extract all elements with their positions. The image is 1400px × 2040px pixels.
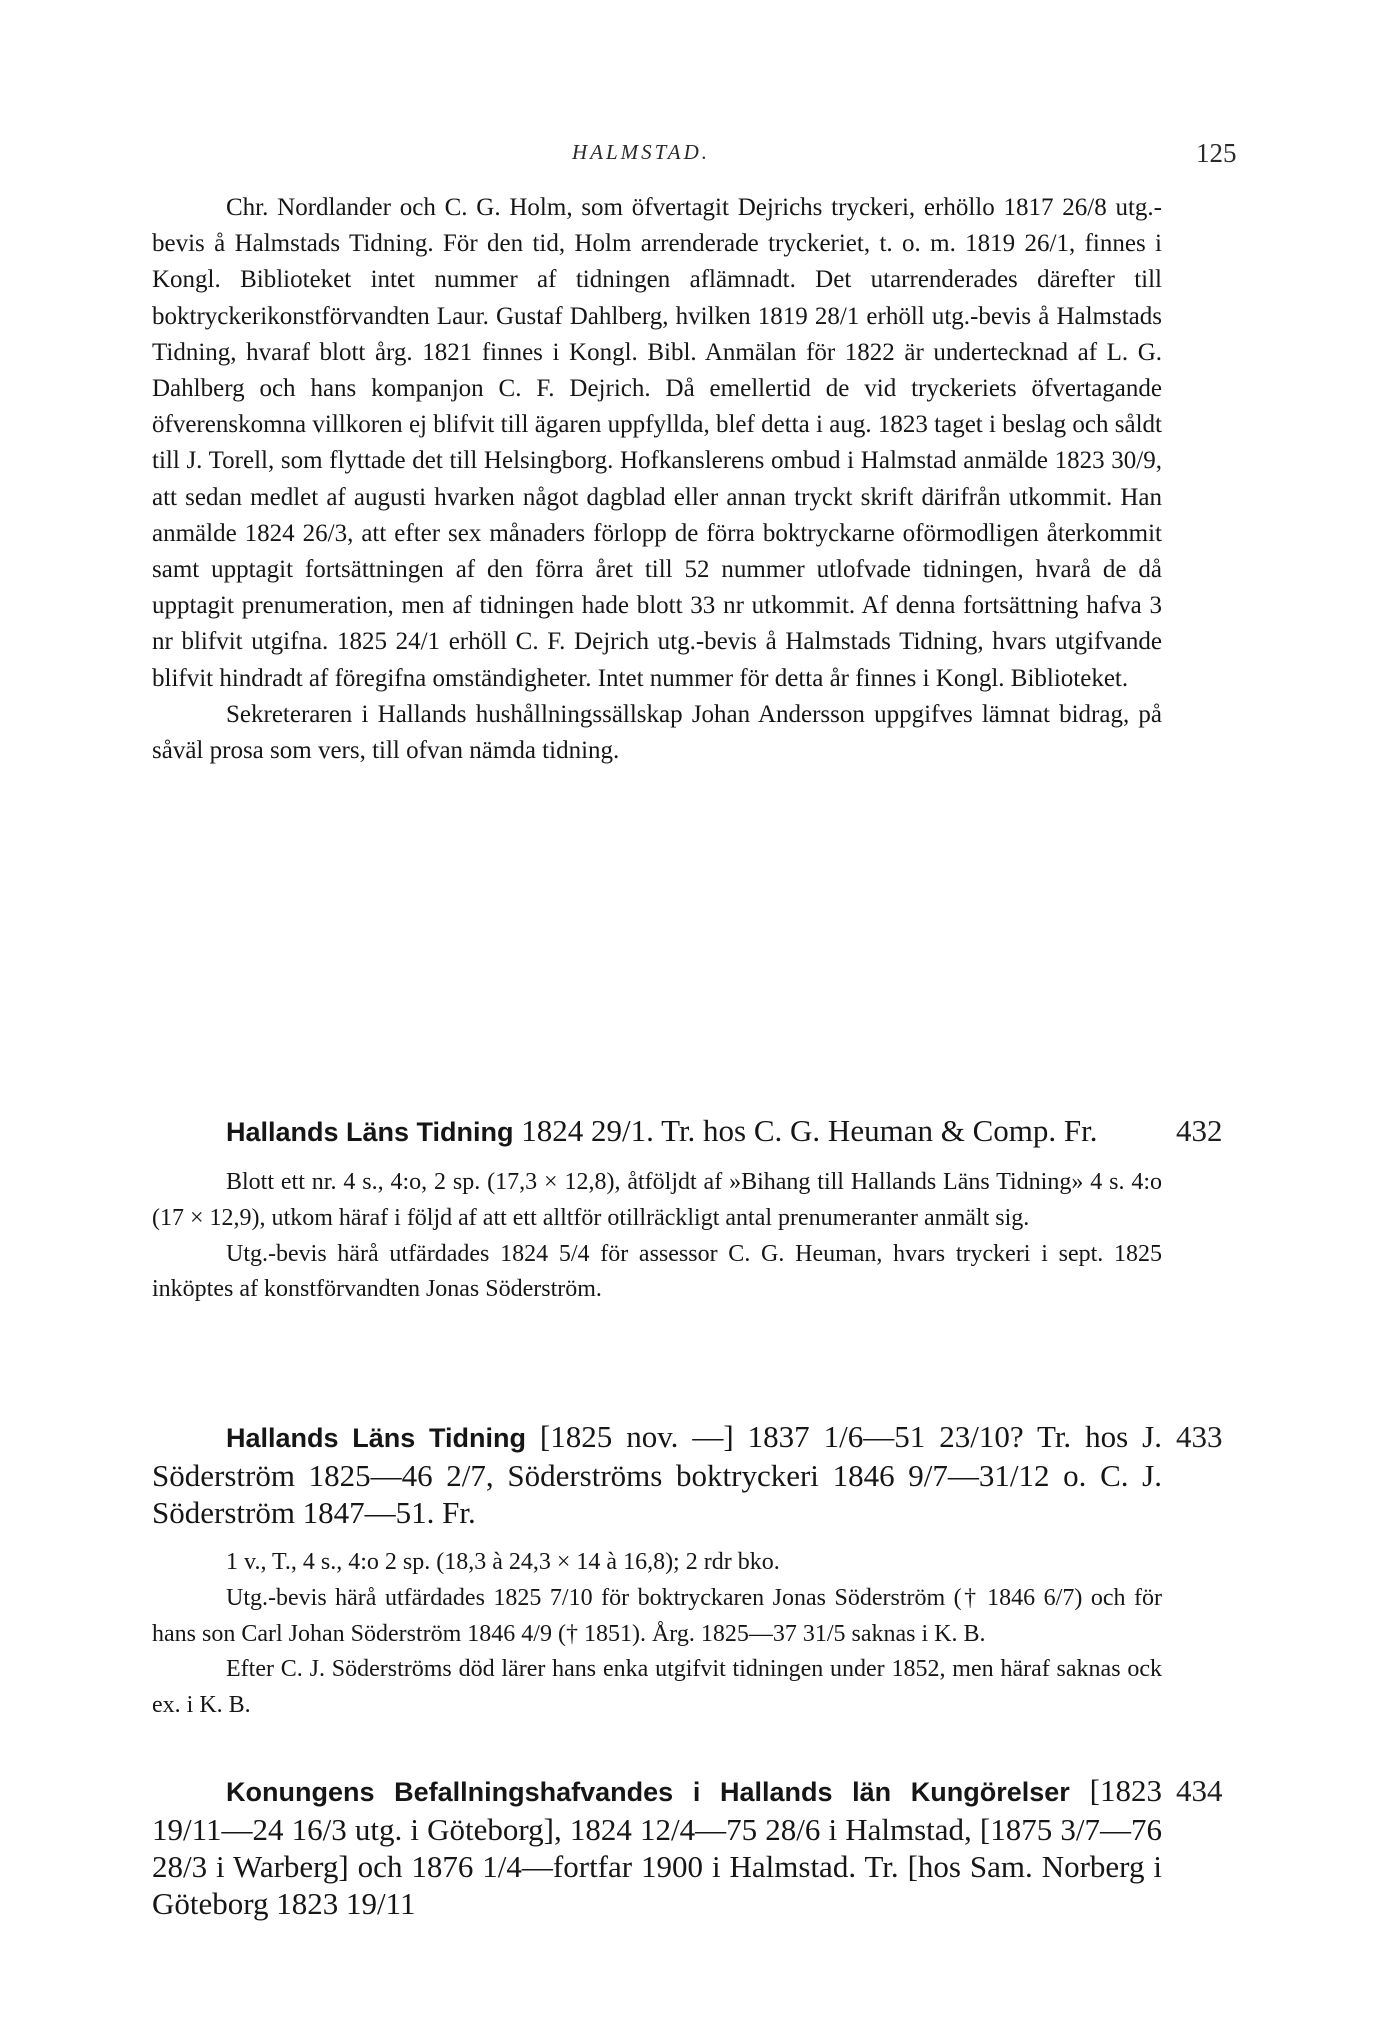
entry-title-rest: 1824 29/1. Tr. hos C. G. Heuman & Comp. Fr. bbox=[513, 1113, 1098, 1148]
entry-title-bold: Hallands Läns Tidning bbox=[226, 1423, 526, 1453]
entry-number-434: 434 bbox=[1176, 1773, 1223, 1808]
entry-number-432: 432 bbox=[1176, 1113, 1223, 1148]
intro-paragraph-1: Chr. Nordlander och C. G. Holm, som öfvertagit Dejrichs tryckeri, erhöllo 1817 26/8 utg.-bevis å Halmstads Tidning. För den tid, Holm arrenderade tryckeriet, t. o. m. 1819 26/1, finnes i Kongl. Biblioteket intet nummer af tidningen aflämnadt. Det utarrenderades därefter till boktryckerikonstförvandten Laur. Gustaf Dahlberg, hvilken 1819 28/1 erhöll utg.-bevis å Halmstads Tidning, hvaraf blott årg. 1821 finnes i Kongl. Bibl. Anmälan för 1822 är undertecknad af L. G. Dahlberg och hans kompanjon C. F. Dejrich. Då emellertid de vid tryckeriets öfvertagande öfverenskomna villkoren ej blifvit till ägaren uppfyllda, blef detta i aug. 1823 taget i beslag och såldt till J. Torell, som flyttade det till Helsingborg. Hofkanslerens ombud i Halmstad anmälde 1823 30/9, att sedan medlet af augusti hvarken något dagblad eller annan tryckt skrift därifrån utkommit. Han anmälde 1824 26/3, att efter sex månaders förlopp de förra boktryckarne oförmodligen återkommit samt upptagit fortsättningen af den förra året till 52 nummer utlofvade tidningen, hvarå de då upptagit prenumeration, men af tidningen hade blott 33 nr utkommit. Af denna fortsättning hafva 3 nr blifvit utgifna. 1825 24/1 erhöll C. F. Dejrich utg.-bevis å Halmstads Tidning, hvars utgifvande blifvit hindradt af föregifna omständigheter. Intet nummer för detta år finnes i Kongl. Biblioteket. bbox=[152, 194, 1162, 692]
intro-paragraph-2: Sekreteraren i Hallands hushållningssällskap Johan Andersson uppgifves lämnat bidrag, på såväl prosa som vers, till ofvan nämda tidning. bbox=[152, 700, 1162, 765]
entry-paragraph: Utg.-bevis härå utfärdades 1824 5/4 för assessor C. G. Heuman, hvars tryckeri i sept. 1825 inköptes af konstförvandten Jonas Söderström. bbox=[152, 1240, 1162, 1303]
page-number: 125 bbox=[1196, 138, 1237, 168]
running-head bbox=[0, 140, 1400, 170]
entry-title-bold: Konungens Befallningshafvandes i Hallands län Kungörelser bbox=[226, 1777, 1070, 1807]
intro-section bbox=[152, 190, 1162, 769]
entry-paragraph: Blott ett nr. 4 s., 4:o, 2 sp. (17,3 × 12,8), åtföljdt af »Bihang till Hallands Läns Tidning» 4 s. 4:o (17 × 12,9), utkom häraf i följd af att ett alltför otillräckligt antal prenumeranter anmält sig. bbox=[152, 1169, 1162, 1231]
entry-paragraph: 1 v., T., 4 s., 4:o 2 sp. (18,3 à 24,3 × 14 à 16,8); 2 rdr bko. bbox=[226, 1549, 780, 1575]
entry-heading bbox=[152, 1772, 1162, 1922]
entry-paragraph: Utg.-bevis härå utfärdades 1825 7/10 för boktryckaren Jonas Söderström († 1846 6/7) och för hans son Carl Johan Söderström 1846 4/9 († 1851). Årg. 1825—37 31/5 saknas i K. B. bbox=[152, 1584, 1162, 1647]
entry-heading bbox=[152, 1418, 1162, 1531]
entry-title-rest: [1823 19/11—24 16/3 utg. i Göteborg], 1824 12/4—75 28/6 i Halmstad, [1875 3/7—76 28/3 i Warberg] och 1876 1/4—fortfar 1900 i Halmstad. Tr. [hos Sam. Norberg i Göteborg 1823 19/11 bbox=[152, 1773, 1162, 1921]
entry-paragraph: Efter C. J. Söderströms död lärer hans enka utgifvit tidningen under 1852, men häraf saknas ock ex. i K. B. bbox=[152, 1656, 1162, 1719]
entry-title-rest: [1825 nov. —] 1837 1/6—51 23/10? Tr. hos J. Söderström 1825—46 2/7, Söderströms boktryckeri 1846 9/7—31/12 o. C. J. Söderström 1847—51. Fr. bbox=[152, 1419, 1162, 1530]
entry-433 bbox=[152, 1418, 1162, 1724]
entry-number-433: 433 bbox=[1176, 1419, 1223, 1454]
entry-body bbox=[152, 1165, 1162, 1308]
running-head-title: HALMSTAD. bbox=[572, 140, 711, 164]
entry-432 bbox=[152, 1112, 1162, 1308]
entry-heading bbox=[152, 1112, 1162, 1151]
entry-title-bold: Hallands Läns Tidning bbox=[226, 1117, 514, 1147]
entry-body bbox=[152, 1545, 1162, 1724]
entry-434 bbox=[152, 1772, 1162, 1922]
